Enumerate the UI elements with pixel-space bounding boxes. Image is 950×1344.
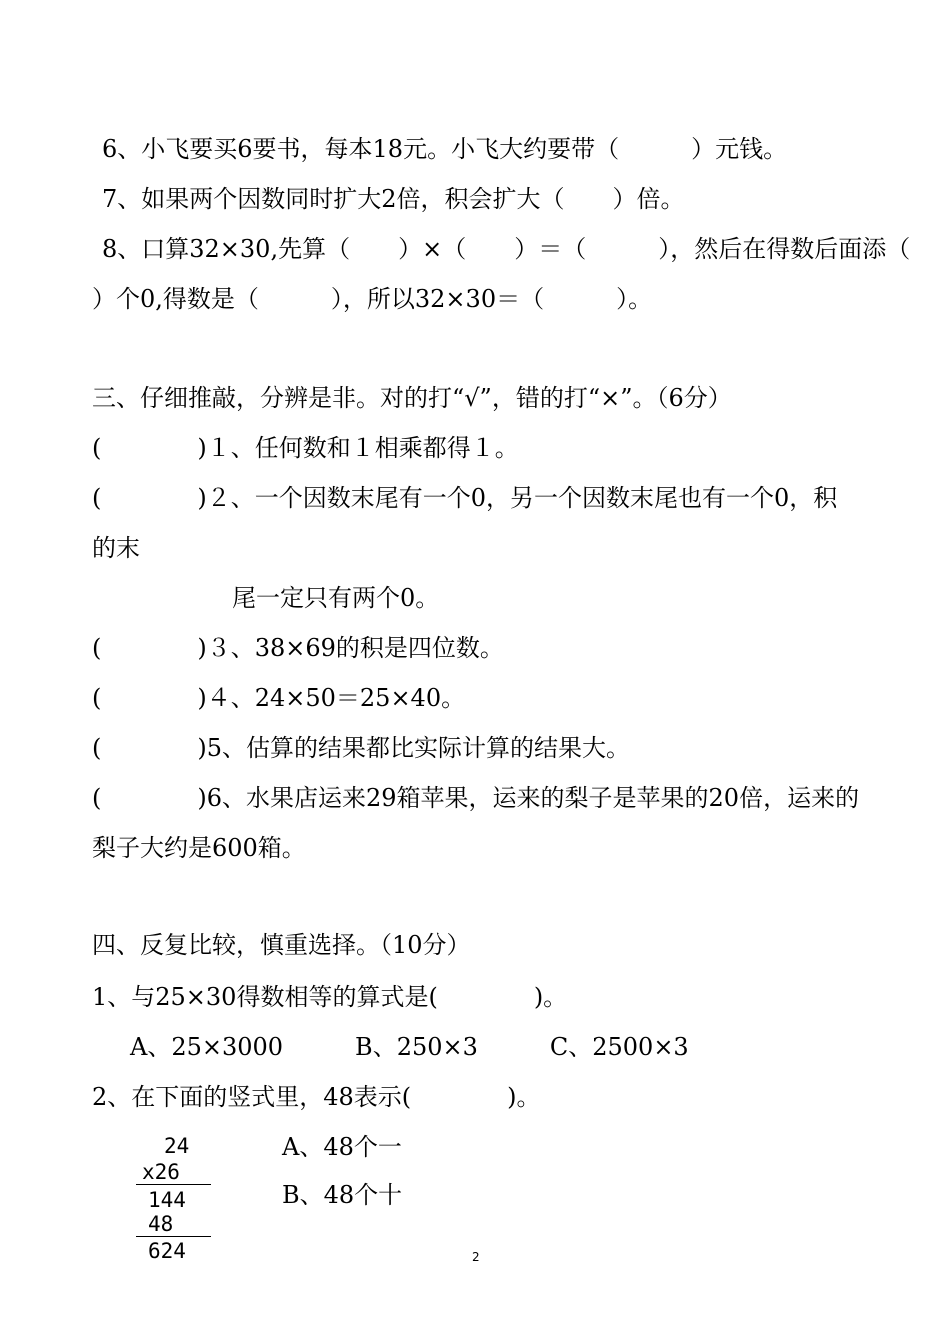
mc-q2-option-b: B、48个十: [282, 1181, 403, 1209]
calc-rule-1: [136, 1184, 211, 1185]
q7-line: 7、如果两个因数同时扩大2倍，积会扩大（ ）倍。: [102, 185, 685, 213]
tf-q5: ( )5、估算的结果都比实际计算的结果大。: [92, 734, 630, 762]
mc-q1: 1、与25×30得数相等的算式是( )。: [92, 983, 568, 1011]
calc-partial-1: 144: [148, 1188, 186, 1212]
calc-partial-2: 48: [148, 1212, 174, 1236]
calc-rule-2: [136, 1236, 211, 1237]
section4-title: 四、反复比较，慎重选择。（10分）: [92, 931, 471, 959]
tf-q4: ( )４、24×50＝25×40。: [92, 684, 466, 712]
calc-multiplier: x26: [142, 1160, 180, 1184]
tf-q1: ( )１、任何数和１相乘都得１。: [92, 434, 519, 462]
tf-q2-line-2: 的末: [92, 534, 140, 562]
calc-multiplicand: 24: [164, 1134, 190, 1158]
mc-q2-option-a: A、48个一: [282, 1133, 402, 1161]
mc-q1-options: A、25×3000 B、250×3 C、2500×3: [130, 1033, 689, 1061]
tf-q3: ( )３、38×69的积是四位数。: [92, 634, 504, 662]
q8-line-2: ）个0,得数是（ ），所以32×30＝（ ）。: [92, 285, 653, 313]
tf-q6-line-2: 梨子大约是600箱。: [92, 834, 306, 862]
tf-q2-line-3: 尾一定只有两个0。: [232, 584, 440, 612]
mc-q2: 2、在下面的竖式里，48表示( )。: [92, 1083, 541, 1111]
tf-q6-line-1: ( )6、水果店运来29箱苹果，运来的梨子是苹果的20倍，运来的: [92, 784, 860, 812]
section3-title: 三、仔细推敲，分辨是非。对的打“√”，错的打“×”。（6分）: [92, 384, 732, 412]
page-number: 2: [472, 1250, 480, 1264]
tf-q2-line-1: ( )２、一个因数末尾有一个0，另一个因数末尾也有一个0，积: [92, 484, 838, 512]
q6-line: 6、小飞要买6要书，每本18元。小飞大约要带（ ）元钱。: [102, 135, 788, 163]
calc-product: 624: [148, 1239, 186, 1263]
q8-line-1: 8、口算32×30,先算（ ）×（ ）＝（ ），然后在得数后面添（: [102, 235, 911, 263]
